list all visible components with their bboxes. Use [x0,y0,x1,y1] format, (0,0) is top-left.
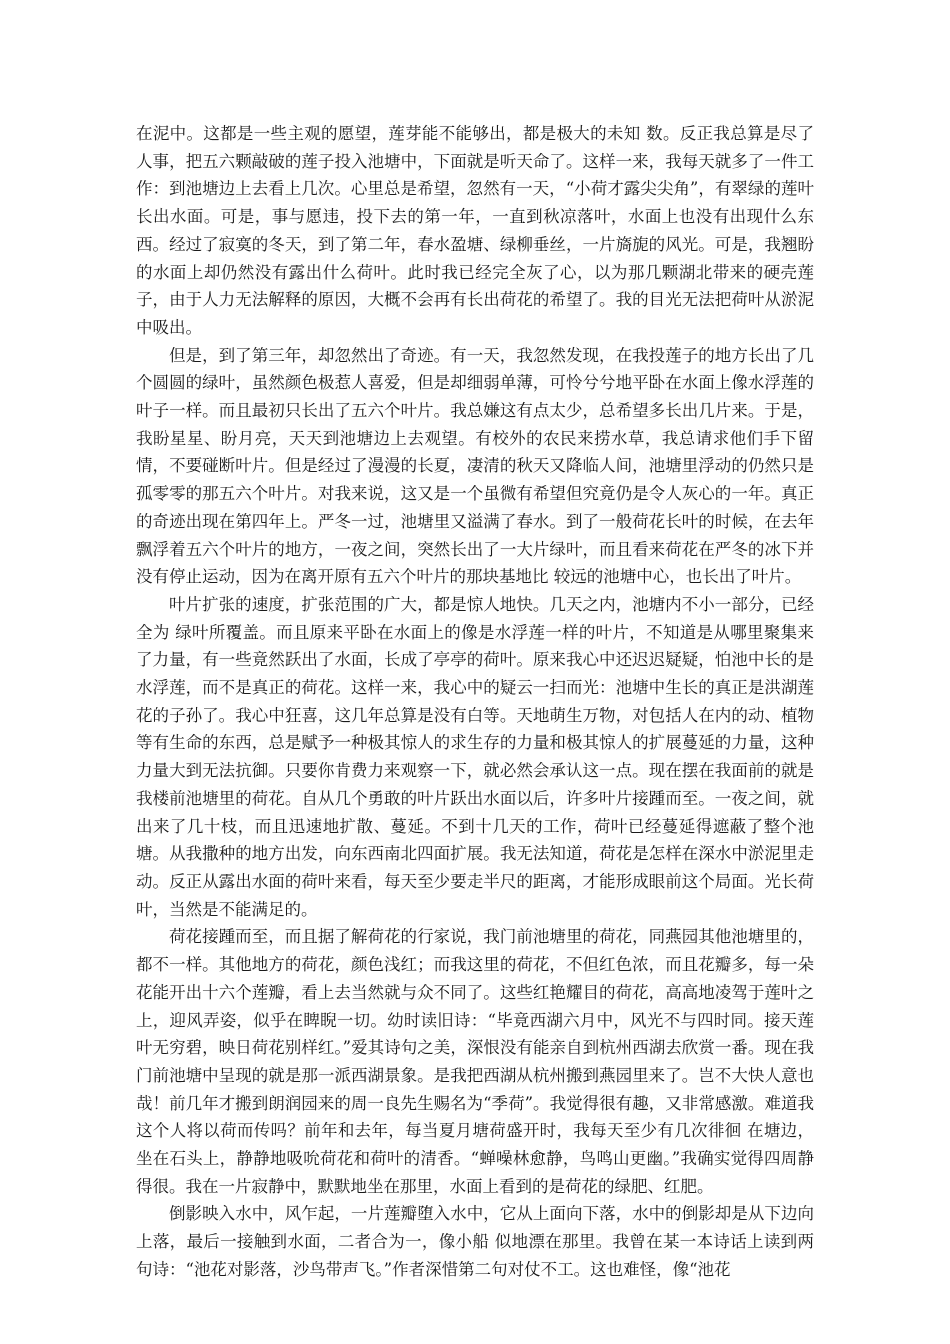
paragraph-3: 叶片扩张的速度，扩张范围的广大，都是惊人地快。几天之内，池塘内不小一部分，已经全为 绿叶所覆盖。而且原来平卧在水面上的像是水浮莲一样的叶片，不知道是从哪里聚集来了力量，有一些竟然跃出了水面，长成了亭亭的荷叶。原来我心中还迟迟疑疑，怕池中长的是水浮莲，而不是真正的荷花。这样一来，我心中的疑云一扫而光：池塘中生长的真正是洪湖莲花的子孙了。我心中狂喜，这几年总算是没有白等。天地萌生万物，对包括人在内的动、植物等有生命的东西，总是赋予一种极其惊人的求生存的力量和极其惊人的扩展蔓延的力量，这种力量大到无法抗御。只要你肯费力来观察一下，就必然会承认这一点。现在摆在我面前的就是我楼前池塘里的荷花。自从几个勇敢的叶片跃出水面以后，许多叶片接踵而至。一夜之间，就出来了几十枝，而且迅速地扩散、蔓延。不到十几天的工作，荷叶已经蔓延得遮蔽了整个池塘。从我撒种的地方出发，向东西南北四面扩展。我无法知道，荷花是怎样在深水中淤泥里走动。反正从露出水面的荷叶来看，每天至少要走半尺的距离，才能形成眼前这个局面。光长荷叶，当然是不能满足的。 [136,594,814,919]
paragraph-1: 在泥中。这都是一些主观的愿望，莲芽能不能够出，都是极大的未知 数。反正我总算是尽了人事，把五六颗敲破的莲子投入池塘中，下面就是听天命了。这样一来，我每天就多了一件工作：到池塘边上去看上几次。心里总是希望，忽然有一天，“小荷才露尖尖角”，有翠绿的莲叶长出水面。可是，事与愿违，投下去的第一年，一直到秋凉落叶，水面上也没有出现什么东西。经过了寂寞的冬天，到了第二年，春水盈塘、绿柳垂丝，一片旖旎的风光。可是，我翘盼的水面上却仍然没有露出什么荷叶。此时我已经完全灰了心，以为那几颗湖北带来的硬壳莲子，由于人力无法解释的原因，大概不会再有长出荷花的希望了。我的目光无法把荷叶从淤泥中吸出。 [136,124,814,337]
paragraph-4: 荷花接踵而至，而且据了解荷花的行家说，我门前池塘里的荷花，同燕园其他池塘里的，都不一样。其他地方的荷花，颜色浅红；而我这里的荷花，不但红色浓，而且花瓣多，每一朵花能开出十六个莲瓣，看上去当然就与众不同了。这些红艳耀目的荷花，高高地凌驾于莲叶之上，迎风弄姿，似乎在睥睨一切。幼时读旧诗：“毕竟西湖六月中，风光不与四时同。接天莲叶无穷碧，映日荷花别样红。”爱其诗句之美，深恨没有能亲自到杭州西湖去欣赏一番。现在我门前池塘中呈现的就是那一派西湖景象。是我把西湖从杭州搬到燕园里来了。岂不大快人意也哉！前几年才搬到朗润园来的周一良先生赐名为“季荷”。我觉得很有趣，又非常感激。难道我这个人将以荷而传吗？前年和去年，每当夏月塘荷盛开时，我每天至少有几次徘徊 在塘边，坐在石头上，静静地吸吮荷花和荷叶的清香。“蝉噪林愈静，鸟鸣山更幽。”我确实觉得四周静得很。我在一片寂静中，默默地坐在那里，水面上看到的是荷花的绿肥、红肥。 [136,927,814,1196]
paragraph-5: 倒影映入水中，风乍起，一片莲瓣堕入水中，它从上面向下落，水中的倒影却是从下边向上落，最后一接触到水面，二者合为一，像小船 似地漂在那里。我曾在某一本诗话上读到两句诗：“池花对影落，沙鸟带声飞。”作者深惜第二句对仗不工。这也难怪，像“池花 [136,1204,814,1279]
paragraph-2: 但是，到了第三年，却忽然出了奇迹。有一天，我忽然发现，在我投莲子的地方长出了几个圆圆的绿叶，虽然颜色极惹人喜爱，但是却细弱单薄，可怜兮兮地平卧在水面上像水浮莲的叶子一样。而且最初只长出了五六个叶片。我总嫌这有点太少，总希望多长出几片来。于是，我盼星星、盼月亮，天天到池塘边上去观望。有校外的农民来捞水草，我总请求他们手下留情，不要碰断叶片。但是经过了漫漫的长夏，凄清的秋天又降临人间，池塘里浮动的仍然只是孤零零的那五六个叶片。对我来说，这又是一个虽微有希望但究竟仍是令人灰心的一年。真正的奇迹出现在第四年上。严冬一过，池塘里又溢满了春水。到了一般荷花长叶的时候，在去年飘浮着五六个叶片的地方，一夜之间，突然长出了一大片绿叶，而且看来荷花在严冬的冰下并没有停止运动，因为在离开原有五六个叶片的那块基地比 较远的池塘中心，也长出了叶片。 [136,345,814,587]
document-page [136,120,814,1284]
